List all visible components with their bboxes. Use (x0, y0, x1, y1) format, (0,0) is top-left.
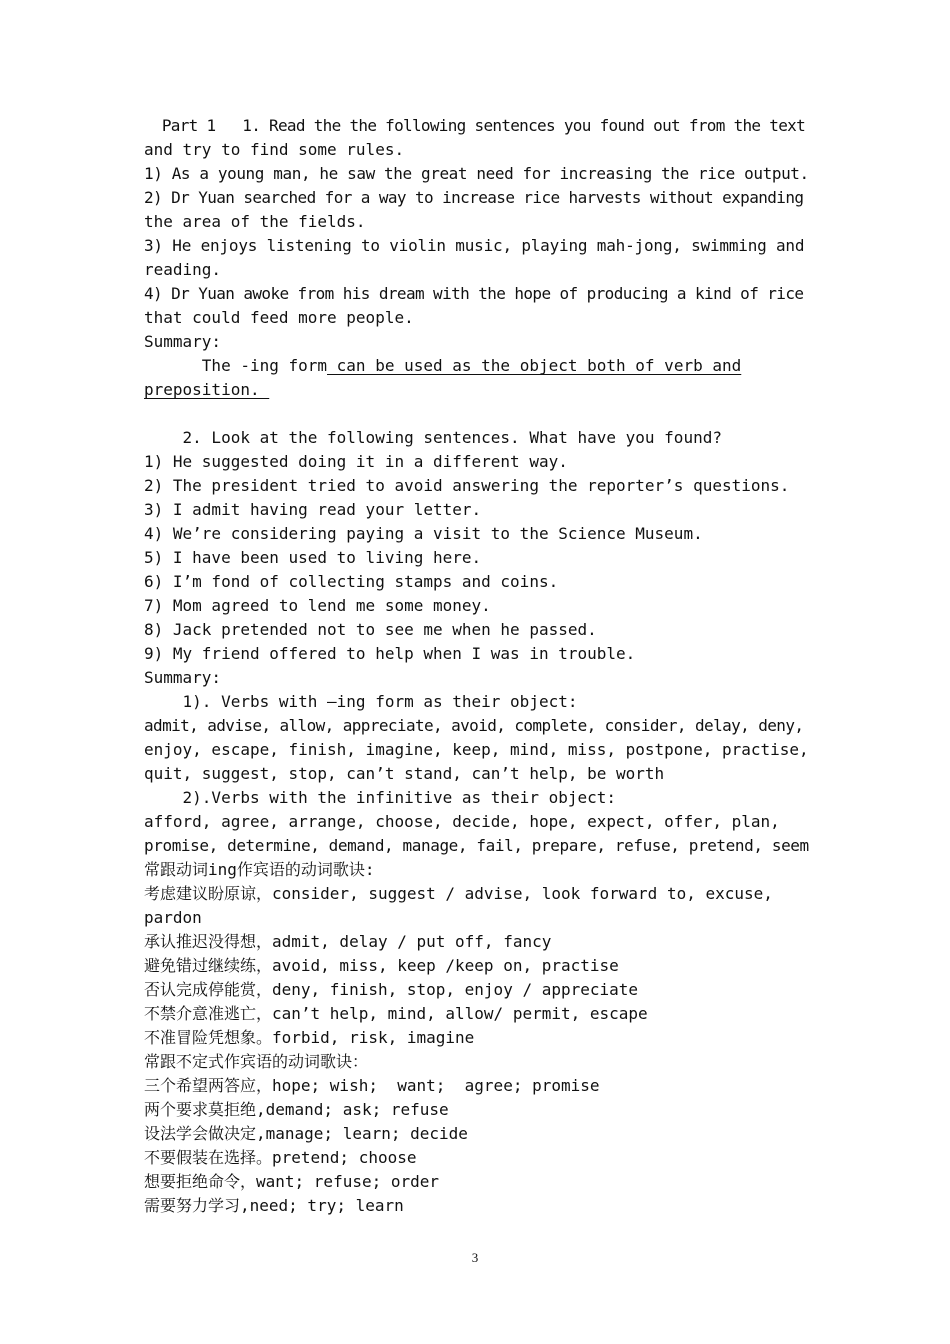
rhyme-line: 不要假装在选择。pretend; choose (144, 1148, 417, 1167)
rhyme-line: 考虑建议盼原谅，consider, suggest / advise, look forward to, excuse, (144, 884, 773, 903)
ing-verb-list: quit, suggest, stop, can’t stand, can’t help, be worth (144, 764, 665, 783)
ing-rhyme-title: 常跟动词ing作宾语的动词歌诀: (144, 860, 375, 879)
ing-verb-list: admit, advise, allow, appreciate, avoid, complete, consider, delay, deny, (144, 716, 804, 735)
sentence: 5) I have been used to living here. (144, 548, 482, 567)
ing-verbs-heading: 1). Verbs with –ing form as their object: (144, 692, 578, 711)
rhyme-line: 不准冒险凭想象。forbid, risk, imagine (144, 1028, 475, 1047)
summary-prefix: The -ing form (144, 356, 328, 375)
sentence: the area of the fields. (144, 212, 366, 231)
part1-heading-cont: and try to find some rules. (144, 140, 405, 159)
part2-heading: 2. Look at the following sentences. What have you found? (144, 428, 722, 447)
sentence: 9) My friend offered to help when I was in trouble. (144, 644, 636, 663)
summary-rule (144, 354, 809, 378)
rhyme-line: 避免错过继续练，avoid, miss, keep /keep on, practise (144, 956, 619, 975)
sentence: 8) Jack pretended not to see me when he passed. (144, 620, 597, 639)
document-page (144, 114, 809, 1218)
rhyme-line: 三个希望两答应，hope; wish; want; agree; promise (144, 1076, 600, 1095)
rhyme-line: 不禁介意准逃亡，can’t help, mind, allow/ permit, escape (144, 1004, 648, 1023)
inf-verb-list: afford, agree, arrange, choose, decide, hope, expect, offer, plan, (144, 812, 780, 831)
page-number: 3 (471, 1250, 479, 1265)
sentence: 4) We’re considering paying a visit to the Science Museum. (144, 524, 703, 543)
part1-heading: Part 1 1. Read the the following sentences you found out from the text (144, 116, 806, 135)
sentence: 4) Dr Yuan awoke from his dream with the hope of producing a kind of rice (144, 284, 804, 303)
sentence: 7) Mom agreed to lend me some money. (144, 596, 491, 615)
sentence: 6) I’m fond of collecting stamps and coins. (144, 572, 559, 591)
rhyme-line: 需要努力学习,need; try; learn (144, 1196, 404, 1215)
rhyme-line: 承认推迟没得想，admit, delay / put off, fancy (144, 932, 552, 951)
summary-label: Summary: (144, 332, 222, 351)
sentence: 1) He suggested doing it in a different way. (144, 452, 568, 471)
sentence: 3) He enjoys listening to violin music, playing mah-jong, swimming and (144, 236, 805, 255)
sentence: 3) I admit having read your letter. (144, 500, 482, 519)
ing-verb-list: enjoy, escape, finish, imagine, keep, mind, miss, postpone, practise, (144, 740, 809, 759)
inf-verb-list: promise, determine, demand, manage, fail, prepare, refuse, pretend, seem (144, 836, 809, 855)
summary-fill: can be used as the object both of verb and (327, 356, 742, 375)
rhyme-line: 想要拒绝命令，want; refuse; order (144, 1172, 440, 1191)
sentence: 1) As a young man, he saw the great need for increasing the rice output. (144, 164, 809, 183)
inf-rhyme-title: 常跟不定式作宾语的动词歌诀： (144, 1052, 369, 1071)
spacer (144, 402, 809, 426)
rhyme-line: 否认完成停能赏，deny, finish, stop, enjoy / appreciate (144, 980, 639, 999)
rhyme-line: pardon (144, 908, 202, 927)
sentence: that could feed more people. (144, 308, 414, 327)
sentence: 2) The president tried to avoid answering the reporter’s questions. (144, 476, 790, 495)
sentence: 2) Dr Yuan searched for a way to increase rice harvests without expanding (144, 188, 804, 207)
rhyme-line: 设法学会做决定,manage; learn; decide (144, 1124, 468, 1143)
inf-verbs-heading: 2).Verbs with the infinitive as their object: (144, 788, 617, 807)
rhyme-line: 两个要求莫拒绝,demand; ask; refuse (144, 1100, 449, 1119)
summary-fill-cont: preposition. (144, 380, 270, 399)
summary-rule-cont (144, 378, 809, 402)
summary-label: Summary: (144, 668, 222, 687)
sentence: reading. (144, 260, 222, 279)
